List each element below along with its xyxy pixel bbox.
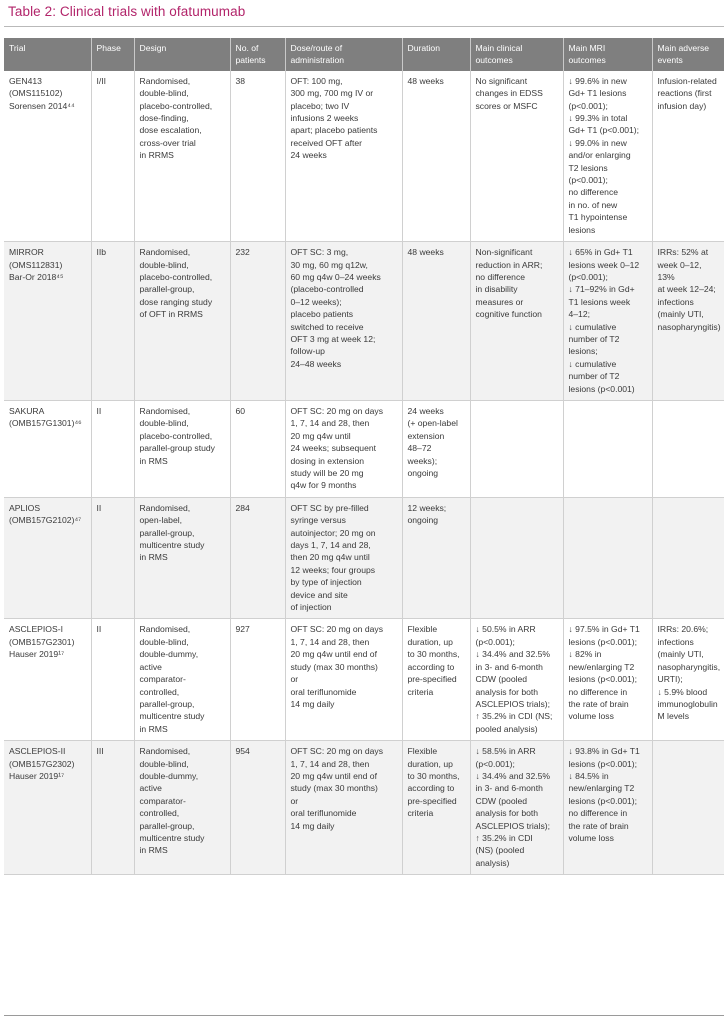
header-clinical-outcomes: Main clinical outcomes (470, 38, 563, 71)
table-row (4, 400, 724, 497)
header-duration: Duration (402, 38, 470, 71)
cell-design: Randomised, double-blind, double-dummy, active comparator- controlled, parallel-group, multicentre study in RMS (134, 619, 230, 741)
cell-duration: Flexible duration, up to 30 months, according to pre-specified criteria (402, 741, 470, 875)
cell-phase: II (91, 619, 134, 741)
cell-mri: ↓ 99.6% in new Gd+ T1 lesions (p<0.001); ↓ 99.3% in total Gd+ T1 (p<0.001); ↓ 99.0% in new and/or enlarging T2 lesions (p<0.001); no difference in no. of new T1 hypointense lesions (563, 71, 652, 242)
cell-mri: ↓ 65% in Gd+ T1 lesions week 0–12 (p<0.001); ↓ 71–92% in Gd+ T1 lesions week 4–12; ↓ cumulative number of T2 lesions; ↓ cumulative number of T2 lesions (p<0.001) (563, 242, 652, 401)
table-title: Table 2: Clinical trials with ofatumumab (8, 4, 246, 19)
cell-clinical (470, 497, 563, 619)
cell-clinical: ↓ 50.5% in ARR (p<0.001); ↓ 34.4% and 32.5% in 3- and 6-month CDW (pooled analysis for both ASCLEPIOS trials); ↑ 35.2% in CDI (NS; pooled analysis) (470, 619, 563, 741)
cell-dose: OFT SC: 20 mg on days 1, 7, 14 and 28, then 20 mg q4w until 24 weeks; subsequent dosing in extension study will be 20 mg q4w for 9 months (285, 400, 402, 497)
cell-dose: OFT: 100 mg, 300 mg, 700 mg IV or placebo; two IV infusions 2 weeks apart; placebo patients received OFT after 24 weeks (285, 71, 402, 242)
cell-design: Randomised, double-blind, double-dummy, active comparator- controlled, parallel-group, multicentre study in RMS (134, 741, 230, 875)
cell-patients: 954 (230, 741, 285, 875)
cell-patients: 232 (230, 242, 285, 401)
header-phase: Phase (91, 38, 134, 71)
header-patients: No. of patients (230, 38, 285, 71)
cell-duration: 24 weeks (+ open-label extension 48–72 weeks); ongoing (402, 400, 470, 497)
title-divider (4, 26, 724, 27)
cell-clinical: ↓ 58.5% in ARR (p<0.001); ↓ 34.4% and 32.5% in 3- and 6-month CDW (pooled analysis for both ASCLEPIOS trials); ↑ 35.2% in CDI (NS) (pooled analysis) (470, 741, 563, 875)
table-row (4, 619, 724, 741)
cell-trial: GEN413 (OMS115102) Sorensen 2014⁴⁴ (4, 71, 91, 242)
header-dose: Dose/route of administration (285, 38, 402, 71)
header-adverse-events: Main adverse events (652, 38, 724, 71)
cell-phase: IIb (91, 242, 134, 401)
cell-patients: 927 (230, 619, 285, 741)
cell-trial: SAKURA (OMB157G1301)⁴⁶ (4, 400, 91, 497)
cell-duration: Flexible duration, up to 30 months, according to pre-specified criteria (402, 619, 470, 741)
cell-patients: 284 (230, 497, 285, 619)
cell-mri: ↓ 97.5% in Gd+ T1 lesions (p<0.001); ↓ 82% in new/enlarging T2 lesions (p<0.001); no difference in the rate of brain volume loss (563, 619, 652, 741)
cell-trial: ASCLEPIOS-II (OMB157G2302) Hauser 2019¹⁷ (4, 741, 91, 875)
cell-adverse (652, 497, 724, 619)
cell-dose: OFT SC: 20 mg on days 1, 7, 14 and 28, then 20 mg q4w until end of study (max 30 months) or oral teriflunomide 14 mg daily (285, 741, 402, 875)
cell-dose: OFT SC: 20 mg on days 1, 7, 14 and 28, then 20 mg q4w until end of study (max 30 months) or oral teriflunomide 14 mg daily (285, 619, 402, 741)
table-bottom-rule (4, 1015, 724, 1016)
cell-phase: I/II (91, 71, 134, 242)
cell-mri: ↓ 93.8% in Gd+ T1 lesions (p<0.001); ↓ 84.5% in new/enlarging T2 lesions (p<0.001); no difference in the rate of brain volume loss (563, 741, 652, 875)
header-mri-outcomes: Main MRI outcomes (563, 38, 652, 71)
cell-phase: II (91, 400, 134, 497)
clinical-trials-table (4, 38, 724, 875)
cell-adverse: IRRs: 52% at week 0–12, 13% at week 12–24; infections (mainly UTI, nasopharyngitis) (652, 242, 724, 401)
cell-patients: 60 (230, 400, 285, 497)
cell-clinical: No significant changes in EDSS scores or MSFC (470, 71, 563, 242)
table-row (4, 242, 724, 401)
cell-adverse: Infusion-related reactions (first infusion day) (652, 71, 724, 242)
cell-mri (563, 497, 652, 619)
table-row (4, 741, 724, 875)
header-design: Design (134, 38, 230, 71)
header-trial: Trial (9, 43, 26, 53)
cell-dose: OFT SC by pre-filled syringe versus autoinjector; 20 mg on days 1, 7, 14 and 28, then 20 mg q4w until 12 weeks; four groups by type of injection device and site of injection (285, 497, 402, 619)
cell-duration: 12 weeks; ongoing (402, 497, 470, 619)
cell-adverse (652, 741, 724, 875)
cell-duration: 48 weeks (402, 242, 470, 401)
cell-phase: II (91, 497, 134, 619)
cell-clinical (470, 400, 563, 497)
cell-mri (563, 400, 652, 497)
cell-design: Randomised, double-blind, placebo-controlled, parallel-group study in RMS (134, 400, 230, 497)
cell-duration: 48 weeks (402, 71, 470, 242)
cell-trial: ASCLEPIOS-I (OMB157G2301) Hauser 2019¹⁷ (4, 619, 91, 741)
cell-design: Randomised, double-blind, placebo-controlled, parallel-group, dose ranging study of OFT in RRMS (134, 242, 230, 401)
cell-design: Randomised, open-label, parallel-group, multicentre study in RMS (134, 497, 230, 619)
cell-trial: APLIOS (OMB157G2102)⁴⁷ (4, 497, 91, 619)
table-row (4, 71, 724, 242)
cell-design: Randomised, double-blind, placebo-controlled, dose-finding, dose escalation, cross-over trial in RRMS (134, 71, 230, 242)
cell-dose: OFT SC: 3 mg, 30 mg, 60 mg q12w, 60 mg q4w 0–24 weeks (placebo-controlled 0–12 weeks); placebo patients switched to receive OFT 3 mg at week 12; follow-up 24–48 weeks (285, 242, 402, 401)
cell-clinical: Non-significant reduction in ARR; no difference in disability measures or cognitive function (470, 242, 563, 401)
cell-trial: MIRROR (OMS112831) Bar-Or 2018⁴⁵ (4, 242, 91, 401)
cell-phase: III (91, 741, 134, 875)
cell-adverse: IRRs: 20.6%; infections (mainly UTI, nasopharyngitis, URTI); ↓ 5.9% blood immunoglobulin M levels (652, 619, 724, 741)
table-row (4, 497, 724, 619)
table-header-row (4, 38, 724, 71)
cell-adverse (652, 400, 724, 497)
cell-patients: 38 (230, 71, 285, 242)
